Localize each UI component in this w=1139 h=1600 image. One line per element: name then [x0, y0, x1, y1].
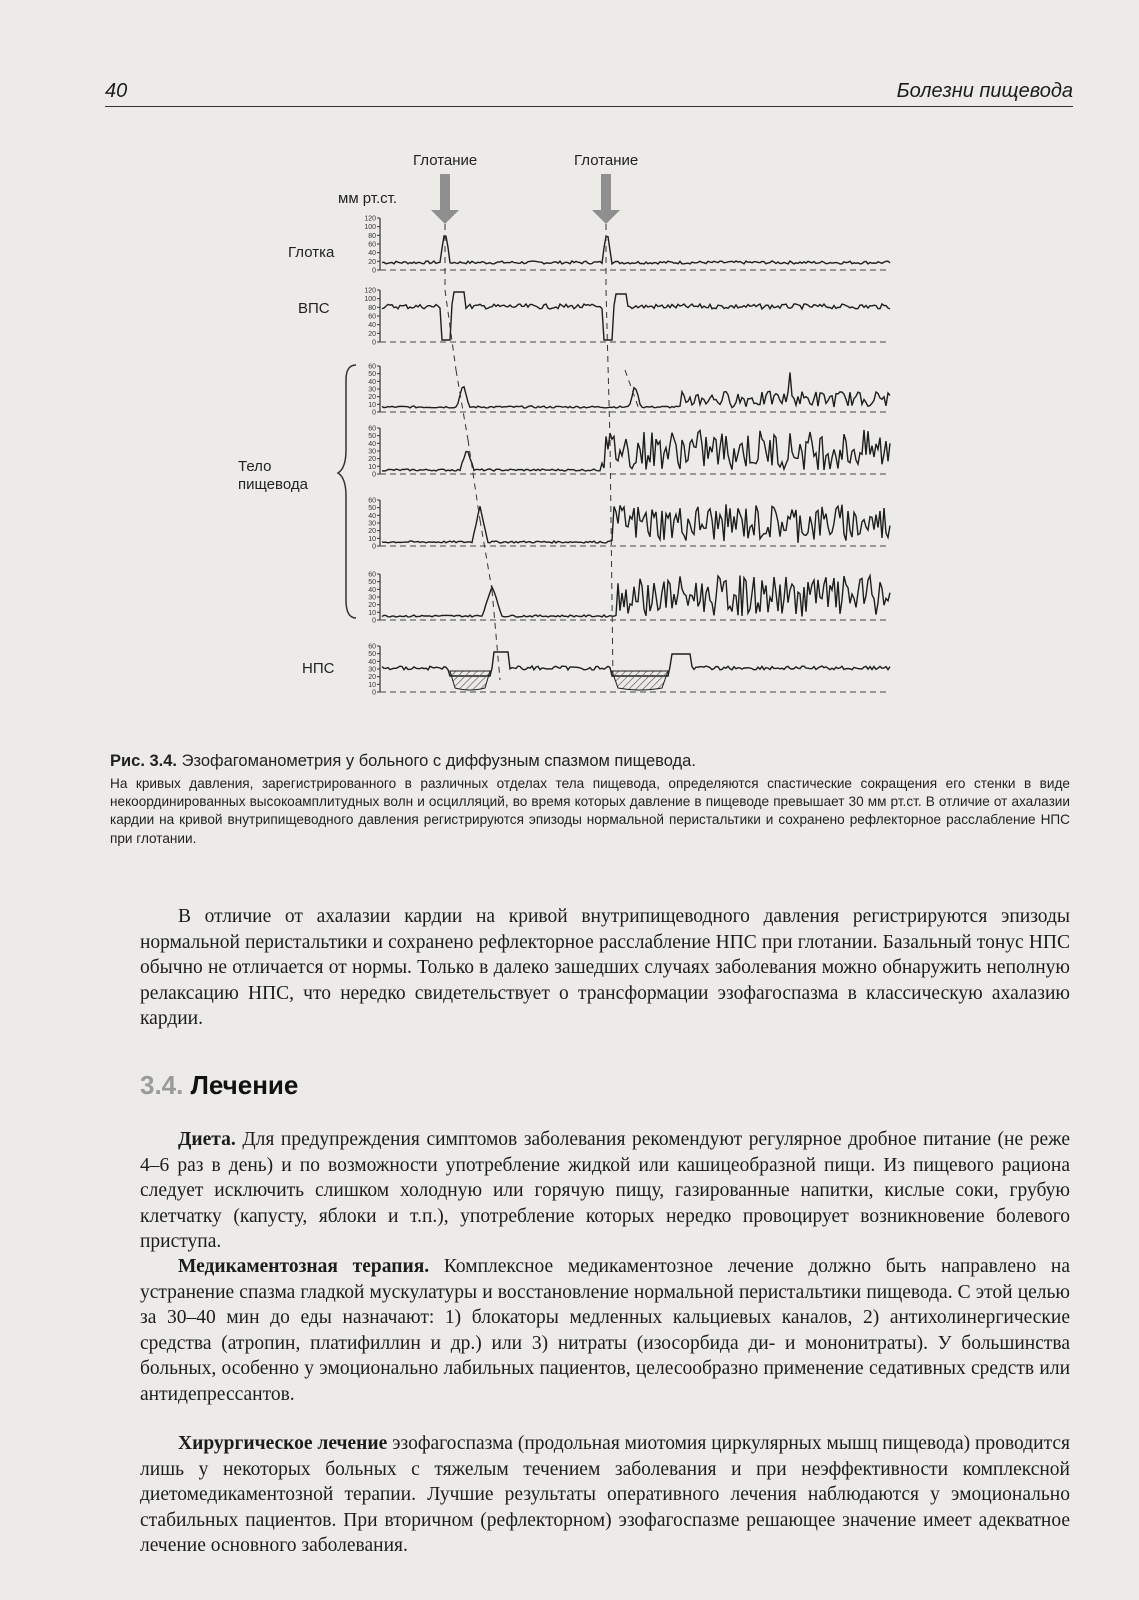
tick-label: 60	[368, 643, 376, 651]
paragraph-drug-therapy	[140, 1254, 1070, 1408]
drugs-lead: Медикаментозная терапия.	[178, 1256, 430, 1277]
tick-label: 10	[368, 535, 376, 543]
propagation-line	[468, 440, 480, 520]
axis-ues	[364, 288, 890, 347]
pressure-trace-body_2	[382, 430, 890, 471]
tick-label: 20	[368, 456, 376, 464]
tick-label: 80	[368, 304, 376, 312]
propagation-line	[606, 290, 610, 440]
surgery-text: эзофагоспазма (продольная миотомия циркулярных мышц пищевода) проводится лишь у некоторых больных с тяжелым течением заболевания и при неэффективности комплексной диетомедикаментозной терапии. Лучшие результаты оперативного лечения наблюдаются у эмоционально стабильных пациентов. При вторичном (рефлекторном) эзофагоспазме решающее значение имеет адекватное лечение основного заболевания.	[140, 1433, 1070, 1557]
section-heading	[140, 1070, 298, 1101]
tick-label: 10	[368, 681, 376, 689]
tick-label: 0	[372, 409, 376, 417]
manometry-tracings	[230, 140, 930, 740]
paragraph-surgery	[140, 1431, 1070, 1559]
tick-label: 40	[368, 250, 376, 258]
tick-label: 0	[372, 617, 376, 625]
section-number: 3.4.	[140, 1070, 184, 1100]
propagation-line	[610, 440, 613, 680]
tick-label: 120	[364, 215, 376, 223]
swallow-label-1: Глотание	[413, 152, 478, 169]
tick-label: 20	[368, 394, 376, 402]
tick-label: 60	[368, 241, 376, 249]
tick-label: 40	[368, 322, 376, 330]
tick-label: 20	[368, 258, 376, 266]
tick-label: 100	[364, 296, 376, 304]
tick-label: 30	[368, 448, 376, 456]
caption-title-text: Эзофагоманометрия у больного с диффузным спазмом пищевода.	[181, 752, 696, 770]
tick-label: 10	[368, 609, 376, 617]
caption-body: На кривых давления, зарегистрированного в различных отделах тела пищевода, определяются спастические сокращения его стенки в виде некоординированных высокоамплитудных волн и осцилляций, во время которых давление в пищеводе превышает 30 мм рт.ст. В отличие от ахалазии кардии на кривой внутрипищеводного давления регистрируются эпизоды нормальной перистальтики и сохранено рефлекторное расслабление НПС при глотании.	[110, 776, 1070, 846]
tick-label: 120	[364, 287, 376, 295]
tick-label: 60	[368, 497, 376, 505]
tick-label: 20	[368, 528, 376, 536]
pharynx-label: Глотка	[288, 244, 335, 261]
axis-body_1	[368, 364, 890, 417]
axis-body_4	[368, 572, 890, 625]
tick-label: 0	[372, 267, 376, 275]
les-label: НПС	[302, 660, 335, 677]
swallow-label-2: Глотание	[574, 152, 639, 169]
tick-label: 40	[368, 440, 376, 448]
section-title: Лечение	[190, 1070, 299, 1100]
tick-label: 60	[368, 425, 376, 433]
pressure-trace-body_4	[382, 576, 890, 618]
pressure-trace-body_1	[382, 373, 890, 409]
propagation-line	[492, 590, 500, 680]
tick-label: 0	[372, 689, 376, 697]
propagation-line	[625, 370, 640, 412]
swallow-arrow-2	[592, 174, 620, 224]
tick-label: 40	[368, 512, 376, 520]
tick-label: 60	[368, 313, 376, 321]
caption-title	[110, 752, 1070, 771]
paragraph-diet	[140, 1127, 1070, 1255]
swallow-arrow-1	[431, 174, 459, 224]
tick-label: 50	[368, 371, 376, 379]
tick-label: 80	[368, 232, 376, 240]
tick-label: 30	[368, 386, 376, 394]
tick-label: 30	[368, 666, 376, 674]
paragraph-differential: В отличие от ахалазии кардии на кривой внутрипищеводного давления регистрируются эпизоды нормальной перистальтики и сохранено рефлекторное расслабление НПС при глотании. Базальный тонус НПС обычно не отличается от нормы. Только в далеко зашедших случаях заболевания можно обнаружить неполную релаксацию НПС, что нередко свидетельствует о трансформации эзофагоспазма в классическую ахалазию кардии.	[140, 906, 1070, 1030]
tick-label: 20	[368, 602, 376, 610]
body-bracket	[338, 365, 356, 618]
tick-label: 10	[368, 463, 376, 471]
tick-label: 40	[368, 378, 376, 386]
esophageal-body-label-1: Тело	[238, 458, 272, 475]
les-relaxation-area-2	[612, 671, 668, 690]
tick-label: 50	[368, 579, 376, 587]
tick-label: 40	[368, 586, 376, 594]
tick-label: 10	[368, 401, 376, 409]
ues-label: ВПС	[298, 300, 330, 317]
surgery-lead: Хирургическое лечение	[178, 1433, 388, 1454]
running-header	[105, 80, 1073, 107]
tick-label: 50	[368, 505, 376, 513]
drugs-text: Комплексное медикаментозное лечение должно быть направлено на устранение спазма гладкой мускулатуры и восстановление нормальной перистальтики пищевода. С этой целью за 30–40 мин до еды назначают: 1) блокаторы медленных кальциевых каналов, 2) антихолинергические средства (атропин, платифиллин и др.) или 3) нитраты (изосорбида ди- и мононитраты). У большинства больных, особенно у эмоционально лабильных пациентов, целесообразно применение седативных средств или антидепрессантов.	[140, 1256, 1070, 1405]
tick-label: 60	[368, 571, 376, 579]
tick-label: 0	[372, 339, 376, 347]
diet-lead: Диета.	[178, 1129, 236, 1150]
tick-label: 50	[368, 651, 376, 659]
tick-label: 20	[368, 674, 376, 682]
figure-caption	[110, 752, 1070, 848]
tick-label: 30	[368, 594, 376, 602]
diet-text: Для предупреждения симптомов заболевания рекомендуют регулярное дробное питание (не реже 4–6 раз в день) и по возможности употребление жидкой или кашицеобразной пищи. Из пищевого рациона следует исключить слишком холодную или горячую пищу, газированные напитки, кислые соки, грубую клетчатку (капусту, яблоки и т.п.), употребление которых нередко провоцирует возникновение болевого приступа.	[140, 1129, 1070, 1253]
tick-label: 0	[372, 543, 376, 551]
caption-label: Рис. 3.4.	[110, 752, 178, 770]
pressure-trace-ues	[382, 292, 890, 340]
pressure-trace-body_3	[382, 504, 890, 543]
page-number: 40	[105, 80, 128, 102]
esophageal-body-label-2: пищевода	[238, 476, 308, 493]
tick-label: 20	[368, 330, 376, 338]
tick-label: 40	[368, 658, 376, 666]
tick-label: 0	[372, 471, 376, 479]
tick-label: 30	[368, 520, 376, 528]
tick-label: 60	[368, 363, 376, 371]
manometry-figure	[230, 140, 930, 740]
les-relaxation-area-1	[450, 671, 490, 690]
unit-label: мм рт.ст.	[338, 190, 398, 207]
tick-label: 100	[364, 224, 376, 232]
running-title: Болезни пищевода	[896, 80, 1073, 102]
tick-label: 50	[368, 433, 376, 441]
pressure-trace-pharynx	[382, 236, 890, 264]
